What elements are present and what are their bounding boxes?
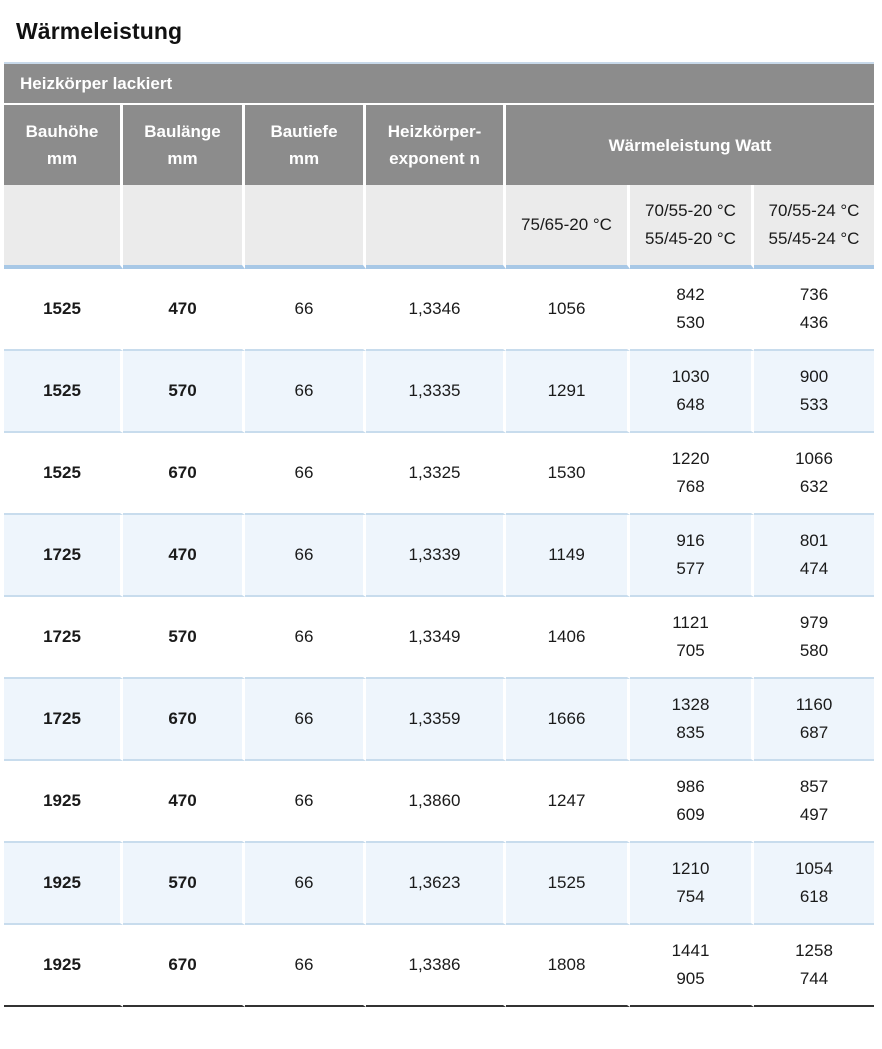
cell-watt-70-55-24: 1066 <box>795 449 833 468</box>
header-exponent <box>366 105 506 185</box>
table-row <box>4 351 874 433</box>
cell-watt-20 <box>630 843 754 925</box>
cell-watt-24 <box>754 433 874 515</box>
cell-exponent: 1,3349 <box>366 597 506 679</box>
cell-watt-70-55-24: 1258 <box>795 941 833 960</box>
cell-exponent: 1,3860 <box>366 761 506 843</box>
cell-watt-20 <box>630 925 754 1007</box>
table-row <box>4 843 874 925</box>
cell-watt-75: 1291 <box>506 351 630 433</box>
cell-watt-70-55-24: 801 <box>799 531 829 550</box>
cell-watt-70-55-20: 1441 <box>671 941 710 960</box>
cell-bauhoehe: 1925 <box>4 843 123 925</box>
cell-watt-55-45-24: 618 <box>799 887 829 906</box>
cell-bauhoehe: 1925 <box>4 761 123 843</box>
cell-watt-24 <box>754 351 874 433</box>
cell-watt-55-45-24: 436 <box>799 313 829 332</box>
cell-watt-55-45-20: 905 <box>676 969 705 988</box>
cell-watt-70-55-20: 986 <box>676 777 705 796</box>
cell-watt-55-45-20: 609 <box>676 805 705 824</box>
cell-baulaenge: 670 <box>123 679 245 761</box>
cell-bauhoehe: 1525 <box>4 269 123 351</box>
cell-watt-75: 1808 <box>506 925 630 1007</box>
sub-header-label: 70/55-20 °C <box>645 201 736 220</box>
table-row <box>4 433 874 515</box>
cell-exponent: 1,3339 <box>366 515 506 597</box>
cell-watt-55-45-20: 754 <box>676 887 705 906</box>
sub-header-70-55-24 <box>754 185 874 269</box>
cell-watt-75: 1666 <box>506 679 630 761</box>
cell-watt-70-55-20: 1210 <box>671 859 710 878</box>
header-exponent-label-1: Heizkörper- <box>387 122 482 141</box>
cell-watt-55-45-20: 577 <box>676 559 705 578</box>
cell-watt-55-45-24: 474 <box>799 559 829 578</box>
header-bautiefe-unit: mm <box>288 149 320 168</box>
cell-watt-55-45-20: 530 <box>676 313 705 332</box>
cell-watt-24 <box>754 679 874 761</box>
cell-watt-24 <box>754 925 874 1007</box>
cell-exponent: 1,3335 <box>366 351 506 433</box>
cell-exponent: 1,3623 <box>366 843 506 925</box>
cell-watt-55-45-24: 744 <box>799 969 829 988</box>
table-row <box>4 597 874 679</box>
cell-watt-55-45-24: 580 <box>799 641 829 660</box>
header-baulaenge-unit: mm <box>167 149 198 168</box>
sub-header-label: 75/65-20 °C <box>521 215 612 234</box>
table-row <box>4 761 874 843</box>
cell-baulaenge: 570 <box>123 351 245 433</box>
cell-bautiefe: 66 <box>245 925 366 1007</box>
cell-watt-24 <box>754 761 874 843</box>
header-bautiefe <box>245 105 366 185</box>
cell-watt-20 <box>630 761 754 843</box>
cell-watt-20 <box>630 679 754 761</box>
table-row <box>4 515 874 597</box>
cell-bautiefe: 66 <box>245 515 366 597</box>
cell-watt-55-45-24: 497 <box>799 805 829 824</box>
header-waermeleistung: Wärmeleistung Watt <box>506 105 874 185</box>
cell-bauhoehe: 1525 <box>4 351 123 433</box>
sub-header-empty <box>245 185 366 269</box>
sub-header-empty <box>366 185 506 269</box>
table-row <box>4 269 874 351</box>
cell-baulaenge: 670 <box>123 433 245 515</box>
cell-bauhoehe: 1725 <box>4 597 123 679</box>
table-body <box>4 269 874 1007</box>
cell-watt-75: 1149 <box>506 515 630 597</box>
cell-bauhoehe: 1725 <box>4 679 123 761</box>
cell-watt-20 <box>630 351 754 433</box>
cell-watt-55-45-24: 687 <box>799 723 829 742</box>
header-baulaenge-label: Baulänge <box>144 122 221 141</box>
cell-watt-20 <box>630 515 754 597</box>
cell-watt-75: 1247 <box>506 761 630 843</box>
cell-watt-55-45-24: 632 <box>799 477 829 496</box>
sub-header-label: 55/45-24 °C <box>768 229 860 248</box>
cell-watt-70-55-20: 842 <box>676 285 705 304</box>
cell-watt-70-55-20: 916 <box>676 531 705 550</box>
cell-watt-70-55-20: 1030 <box>671 367 710 386</box>
table-row <box>4 679 874 761</box>
cell-bautiefe: 66 <box>245 269 366 351</box>
cell-watt-75: 1525 <box>506 843 630 925</box>
header-exponent-label-2: exponent n <box>389 149 480 168</box>
cell-watt-20 <box>630 269 754 351</box>
page-title: Wärmeleistung <box>16 18 183 44</box>
cell-watt-70-55-24: 736 <box>799 285 829 304</box>
cell-baulaenge: 570 <box>123 843 245 925</box>
cell-bautiefe: 66 <box>245 761 366 843</box>
header-baulaenge <box>123 105 245 185</box>
cell-watt-70-55-20: 1328 <box>671 695 710 714</box>
cell-watt-70-55-20: 1220 <box>671 449 710 468</box>
cell-baulaenge: 470 <box>123 515 245 597</box>
sub-header-label: 55/45-20 °C <box>645 229 736 248</box>
cell-bauhoehe: 1925 <box>4 925 123 1007</box>
table-caption-row <box>4 62 874 105</box>
cell-bautiefe: 66 <box>245 679 366 761</box>
cell-watt-70-55-24: 1160 <box>795 695 833 714</box>
cell-baulaenge: 470 <box>123 761 245 843</box>
header-bauhoehe <box>4 105 123 185</box>
heat-output-table <box>4 62 874 1007</box>
cell-bauhoehe: 1525 <box>4 433 123 515</box>
cell-baulaenge: 570 <box>123 597 245 679</box>
cell-watt-24 <box>754 597 874 679</box>
cell-watt-55-45-20: 648 <box>676 395 705 414</box>
column-header-row <box>4 105 874 185</box>
cell-watt-75: 1406 <box>506 597 630 679</box>
cell-baulaenge: 470 <box>123 269 245 351</box>
cell-watt-24 <box>754 515 874 597</box>
cell-exponent: 1,3359 <box>366 679 506 761</box>
cell-watt-70-55-24: 900 <box>799 367 829 386</box>
header-bauhoehe-label: Bauhöhe <box>25 122 99 141</box>
header-bauhoehe-unit: mm <box>46 149 78 168</box>
cell-bautiefe: 66 <box>245 597 366 679</box>
cell-bautiefe: 66 <box>245 843 366 925</box>
cell-bautiefe: 66 <box>245 433 366 515</box>
cell-watt-20 <box>630 597 754 679</box>
sub-header-70-55-20 <box>630 185 754 269</box>
cell-exponent: 1,3325 <box>366 433 506 515</box>
sub-header-label: 70/55-24 °C <box>768 201 860 220</box>
cell-bautiefe: 66 <box>245 351 366 433</box>
cell-watt-20 <box>630 433 754 515</box>
cell-watt-75: 1056 <box>506 269 630 351</box>
sub-header-empty <box>4 185 123 269</box>
cell-baulaenge: 670 <box>123 925 245 1007</box>
cell-exponent: 1,3346 <box>366 269 506 351</box>
cell-exponent: 1,3386 <box>366 925 506 1007</box>
cell-watt-70-55-24: 979 <box>799 613 829 632</box>
table-row <box>4 925 874 1007</box>
cell-watt-70-55-24: 1054 <box>795 859 833 878</box>
header-bautiefe-label: Bautiefe <box>270 122 338 141</box>
sub-header-75-65-20 <box>506 185 630 269</box>
sub-header-row <box>4 185 874 269</box>
sub-header-empty <box>123 185 245 269</box>
cell-watt-55-45-20: 835 <box>676 723 705 742</box>
cell-bauhoehe: 1725 <box>4 515 123 597</box>
cell-watt-55-45-20: 705 <box>676 641 705 660</box>
cell-watt-24 <box>754 843 874 925</box>
cell-watt-75: 1530 <box>506 433 630 515</box>
cell-watt-55-45-24: 533 <box>799 395 829 414</box>
cell-watt-70-55-24: 857 <box>799 777 829 796</box>
cell-watt-70-55-20: 1121 <box>672 613 709 632</box>
table-caption: Heizkörper lackiert <box>4 62 874 105</box>
cell-watt-24 <box>754 269 874 351</box>
cell-watt-55-45-20: 768 <box>676 477 705 496</box>
